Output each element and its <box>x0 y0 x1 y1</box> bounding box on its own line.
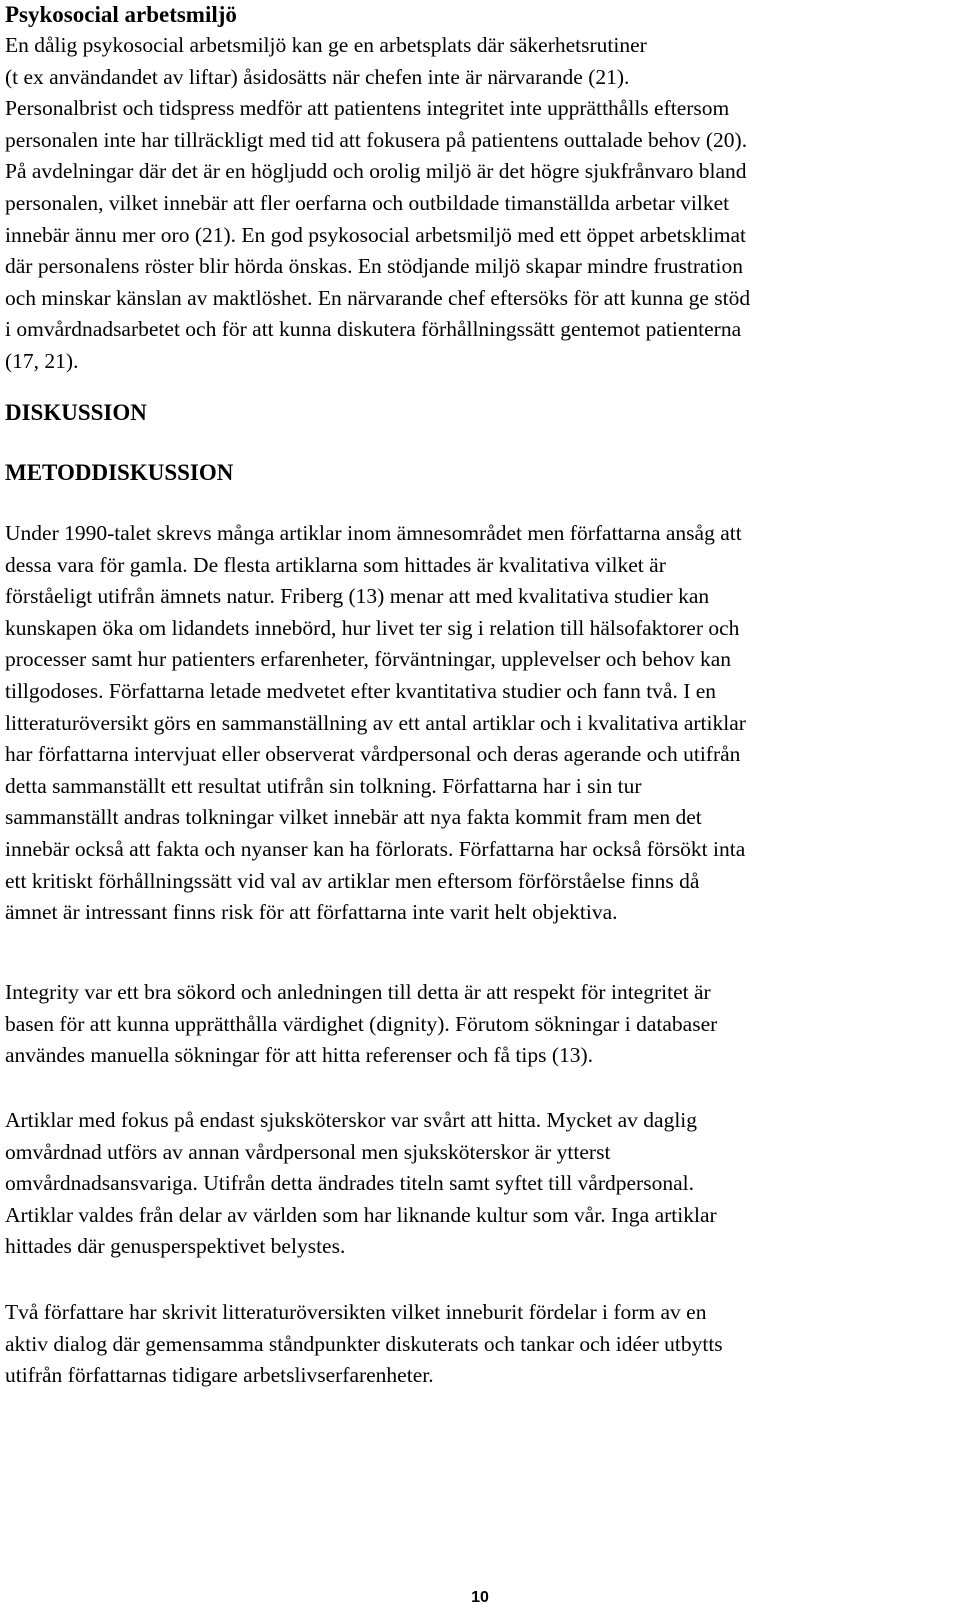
text-line: i omvårdnadsarbetet och för att kunna diskutera förhållningssätt gentemot patienterna <box>5 317 742 342</box>
text-line: och minskar känslan av maktlöshet. En närvarande chef eftersöks för att kunna ge stöd <box>5 285 751 310</box>
text-line: ämnet är intressant finns risk för att författarna inte varit helt objektiva. <box>5 900 618 925</box>
text-line: tillgodoses. Författarna letade medvetet efter kvantitativa studier och fann två. I en <box>5 678 717 703</box>
text-line: användes manuella sökningar för att hitta referenser och få tips (13). <box>5 1043 594 1068</box>
text-line: (t ex användandet av liftar) åsidosätts när chefen inte är närvarande (21). <box>5 64 630 89</box>
text-line: ett kritiskt förhållningssätt vid val av artiklar men eftersom förförståelse finns då <box>5 868 700 893</box>
text-line: Artiklar valdes från delar av världen som har liknande kultur som vår. Inga artiklar <box>5 1202 717 1227</box>
section-heading: Psykosocial arbetsmiljö <box>5 2 237 27</box>
text-line: basen för att kunna upprätthålla värdighet (dignity). Förutom sökningar i databaser <box>5 1011 718 1036</box>
text-line: personalen inte har tillräckligt med tid att fokusera på patientens outtalade behov (20). <box>5 127 748 152</box>
text-line: processer samt hur patienters erfarenheter, förväntningar, upplevelser och behov kan <box>5 647 731 672</box>
paragraph-method-4 <box>5 1297 723 1392</box>
text-line: innebär ännu mer oro (21). En god psykosocial arbetsmiljö med ett öppet arbetsklimat <box>5 222 746 247</box>
text-line: litteraturöversikt görs en sammanställning av ett antal artiklar och i kvalitativa artiklar <box>5 710 746 735</box>
section-body <box>5 30 750 378</box>
text-line: utifrån författarnas tidigare arbetslivserfarenheter. <box>5 1363 434 1388</box>
text-line: Två författare har skrivit litteraturöversikten vilket inneburit fördelar i form av en <box>5 1300 707 1324</box>
text-line: (17, 21). <box>5 348 79 373</box>
text-line: förståeligt utifrån ämnets natur. Friberg (13) menar att med kvalitativa studier kan <box>5 584 710 609</box>
text-line: Artiklar med fokus på endast sjuksköterskor var svårt att hitta. Mycket av daglig <box>5 1108 698 1132</box>
text-line: dessa vara för gamla. De flesta artiklarna som hittades är kvalitativa vilket är <box>5 552 666 577</box>
text-line: hittades där genusperspektivet belystes. <box>5 1234 346 1259</box>
text-line: personalen, vilket innebär att fler oerfarna och outbildade timanställda arbetar vilket <box>5 190 730 215</box>
paragraph-method-2 <box>5 977 717 1072</box>
text-line: detta sammanställt ett resultat utifrån sin tolkning. Författarna har i sin tur <box>5 773 642 798</box>
text-line: omvårdnadsansvariga. Utifrån detta ändrades titeln samt syftet till vårdpersonal. <box>5 1171 694 1196</box>
page-number: 10 <box>471 1589 489 1606</box>
text-line: har författarna intervjuat eller observerat vårdpersonal och deras agerande och utifrån <box>5 742 741 767</box>
text-line: omvårdnad utförs av annan vårdpersonal men sjuksköterskor är ytterst <box>5 1139 611 1164</box>
text-line: Integrity var ett bra sökord och anledningen till detta är att respekt för integritet är <box>5 980 711 1004</box>
paragraph-method-3 <box>5 1105 717 1263</box>
text-line: där personalens röster blir hörda önskas. En stödjande miljö skapar mindre frustration <box>5 254 743 279</box>
text-line: På avdelningar där det är en högljudd och orolig miljö är det högre sjukfrånvaro bland <box>5 159 747 184</box>
text-line: kunskapen öka om lidandets innebörd, hur livet ter sig i relation till hälsofaktorer och <box>5 615 740 640</box>
section-psykosocial <box>5 0 750 378</box>
text-line: aktiv dialog där gemensamma ståndpunkter diskuterats och tankar och idéer utbytts <box>5 1331 723 1356</box>
text-line: sammanställt andras tolkningar vilket innebär att nya fakta kommit fram men det <box>5 805 702 830</box>
heading-metoddiskussion: METODDISKUSSION <box>5 460 234 485</box>
text-line: Personalbrist och tidspress medför att patientens integritet inte upprätthålls eftersom <box>5 96 730 121</box>
paragraph-method-1 <box>5 518 746 929</box>
text-line: En dålig psykosocial arbetsmiljö kan ge en arbetsplats där säkerhetsrutiner <box>5 33 647 57</box>
heading-diskussion: DISKUSSION <box>5 400 147 425</box>
text-line: Under 1990-talet skrevs många artiklar inom ämnesområdet men författarna ansåg att <box>5 521 742 545</box>
text-line: innebär också att fakta och nyanser kan ha förlorats. Författarna har också försökt inta <box>5 836 746 861</box>
